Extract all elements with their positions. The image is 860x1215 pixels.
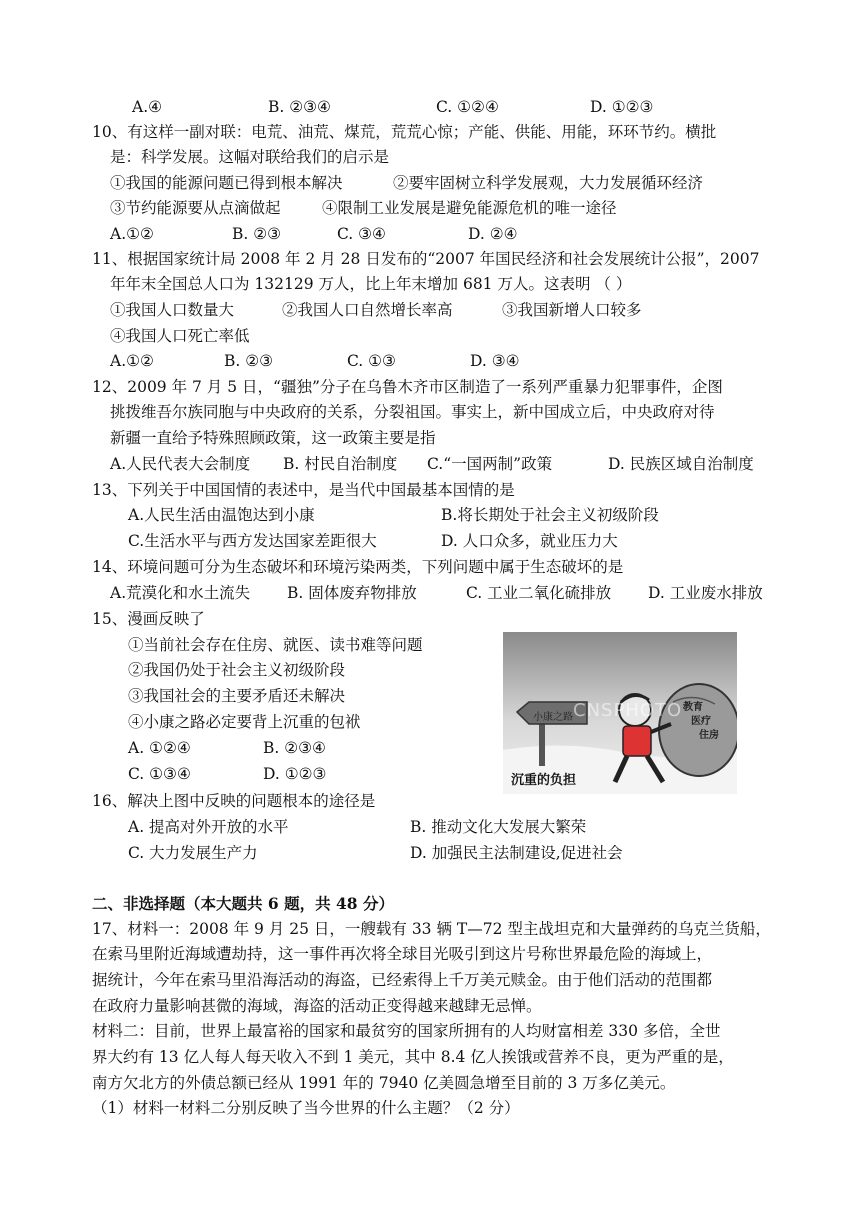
- q17-material1-line3: 据统计，今年在索马里沿海活动的海盗，已经索得上千万美元赎金。由于他们活动的范围都: [92, 971, 713, 989]
- q17-material2-line3: 南方欠北方的外债总额已经从 1991 年的 7940 亿美圆急增至目前的 3 万多亿美元。: [92, 1074, 676, 1092]
- q10-statement-4: ④限制工业发展是避免能源危机的唯一途径: [322, 199, 617, 217]
- q17-material2-line2: 界大约有 13 亿人每人每天收入不到 1 美元，其中 8.4 亿人挨饿或营养不良，更为严重的是，: [92, 1048, 734, 1066]
- q15-statement-3: ③我国社会的主要矛盾还未解决: [128, 687, 346, 705]
- cartoon-image: [503, 632, 737, 794]
- q14-stem: 14、环境问题可分为生态破坏和环境污染两类，下列问题中属于生态破坏的是: [92, 558, 624, 576]
- q16-option-c: C. 大力发展生产力: [128, 844, 258, 862]
- q9-option-a: A.④: [132, 98, 163, 116]
- q12-option-b: B. 村民自治制度: [283, 455, 398, 473]
- q14-option-b: B. 固体废弃物排放: [287, 584, 417, 602]
- q17-material1-line1: 17、材料一：2008 年 9 月 25 日，一艘载有 33 辆 T—72 型主战坦克和大量弹药的乌克兰货船，: [92, 920, 771, 938]
- q10-option-b: B. ②③: [232, 225, 282, 243]
- q10-statement-3: ③节约能源要从点滴做起: [110, 199, 281, 217]
- q15-statement-2: ②我国仍处于社会主义初级阶段: [128, 661, 346, 679]
- q13-option-a: A.人民生活由温饱达到小康: [128, 506, 315, 524]
- q11-statement-4: ④我国人口死亡率低: [110, 327, 250, 345]
- q11-option-c: C. ①③: [347, 352, 396, 370]
- q15-option-c: C. ①③④: [128, 765, 191, 783]
- cartoon-bag-label-2: 医疗: [691, 716, 711, 727]
- q10-option-a: A.①②: [110, 225, 154, 243]
- q15-option-a: A. ①②④: [128, 739, 191, 757]
- q13-option-d: D. 人口众多，就业压力大: [441, 532, 618, 550]
- q10-stem-line1: 10、有这样一副对联：电荒、油荒、煤荒，荒荒心惊；产能、供能、用能，环环节约。横批: [92, 123, 717, 141]
- q11-statement-2: ②我国人口自然增长率高: [282, 301, 453, 319]
- q10-statement-1: ①我国的能源问题已得到根本解决: [110, 174, 343, 192]
- cartoon-watermark: CNSPHOTO: [573, 700, 683, 721]
- q13-stem: 13、下列关于中国国情的表述中，是当代中国最基本国情的是: [92, 481, 515, 499]
- q17-material1-line4: 在政府力量影响甚微的海域，海盗的活动正变得越来越肆无忌惮。: [92, 997, 542, 1015]
- q10-stem-line2: 是：科学发展。这幅对联给我们的启示是: [110, 148, 390, 166]
- q16-option-a: A. 提高对外开放的水平: [128, 818, 289, 836]
- q14-option-c: C. 工业二氧化硫排放: [466, 584, 612, 602]
- q15-statement-1: ①当前社会存在住房、就医、读书难等问题: [128, 636, 423, 654]
- q11-statement-3: ③我国新增人口较多: [502, 301, 642, 319]
- q10-statement-2: ②要牢固树立科学发展观，大力发展循环经济: [393, 174, 704, 192]
- q10-option-d: D. ②④: [468, 225, 518, 243]
- q12-option-c: C.“一国两制”政策: [427, 455, 553, 473]
- cartoon-bag-label-3: 住房: [699, 730, 719, 741]
- q15-option-b: B. ②③④: [263, 739, 326, 757]
- q11-statement-1: ①我国人口数量大: [110, 301, 235, 319]
- q16-option-d: D. 加强民主法制建设,促进社会: [410, 844, 623, 862]
- q15-statement-4: ④小康之路必定要背上沉重的包袱: [128, 713, 361, 731]
- q16-option-b: B. 推动文化大发展大繁荣: [410, 818, 587, 836]
- q10-option-c: C. ③④: [337, 225, 386, 243]
- q14-option-d: D. 工业废水排放: [648, 584, 763, 602]
- section-2-heading: 二、非选择题（本大题共 6 题，共 48 分）: [92, 894, 394, 913]
- q12-option-d: D. 民族区域自治制度: [608, 455, 754, 473]
- q17-subquestion-1: （1）材料一材料二分别反映了当今世界的什么主题？（2 分）: [92, 1099, 520, 1117]
- q12-stem-line3: 新疆一直给予特殊照顾政策，这一政策主要是指: [110, 429, 436, 447]
- q11-option-b: B. ②③: [224, 352, 274, 370]
- q11-stem-line1: 11、根据国家统计局 2008 年 2 月 28 日发布的“2007 年国民经济和社会发展统计公报”，2007: [92, 250, 760, 268]
- q12-stem-line2: 挑拨维吾尔族同胞与中央政府的关系，分裂祖国。事实上，新中国成立后，中央政府对待: [110, 403, 715, 421]
- q15-option-d: D. ①②③: [263, 765, 327, 783]
- q16-stem: 16、解决上图中反映的问题根本的途径是: [92, 792, 376, 810]
- cartoon-sign-label: 小康之路: [533, 712, 573, 723]
- q15-stem: 15、漫画反映了: [92, 610, 205, 628]
- q13-option-b: B.将长期处于社会主义初级阶段: [441, 506, 659, 524]
- q11-option-d: D. ③④: [470, 352, 520, 370]
- cartoon-bag-label-1: 教育: [683, 702, 703, 713]
- q9-option-c: C. ①②④: [436, 98, 499, 116]
- q9-option-b: B. ②③④: [268, 98, 331, 116]
- q17-material2-line1: 材料二：目前，世界上最富裕的国家和最贫穷的国家所拥有的人均财富相差 330 多倍，全世: [92, 1022, 721, 1040]
- q17-material1-line2: 在索马里附近海域遭劫持，这一事件再次将全球目光吸引到这片号称世界最危险的海域上，: [92, 945, 713, 963]
- q14-option-a: A.荒漠化和水土流失: [110, 584, 251, 602]
- q13-option-c: C.生活水平与西方发达国家差距很大: [128, 532, 377, 550]
- q12-stem-line1: 12、2009 年 7 月 5 日，“疆独”分子在乌鲁木齐市区制造了一系列严重暴力犯罪事件，企图: [92, 378, 723, 396]
- q11-option-a: A.①②: [110, 352, 154, 370]
- q12-option-a: A.人民代表大会制度: [110, 455, 251, 473]
- q9-option-d: D. ①②③: [590, 98, 654, 116]
- q11-stem-line2: 年年末全国总人口为 132129 万人，比上年末增加 681 万人。这表明 （ ）: [110, 275, 632, 293]
- cartoon-caption: 沉重的负担: [511, 773, 577, 788]
